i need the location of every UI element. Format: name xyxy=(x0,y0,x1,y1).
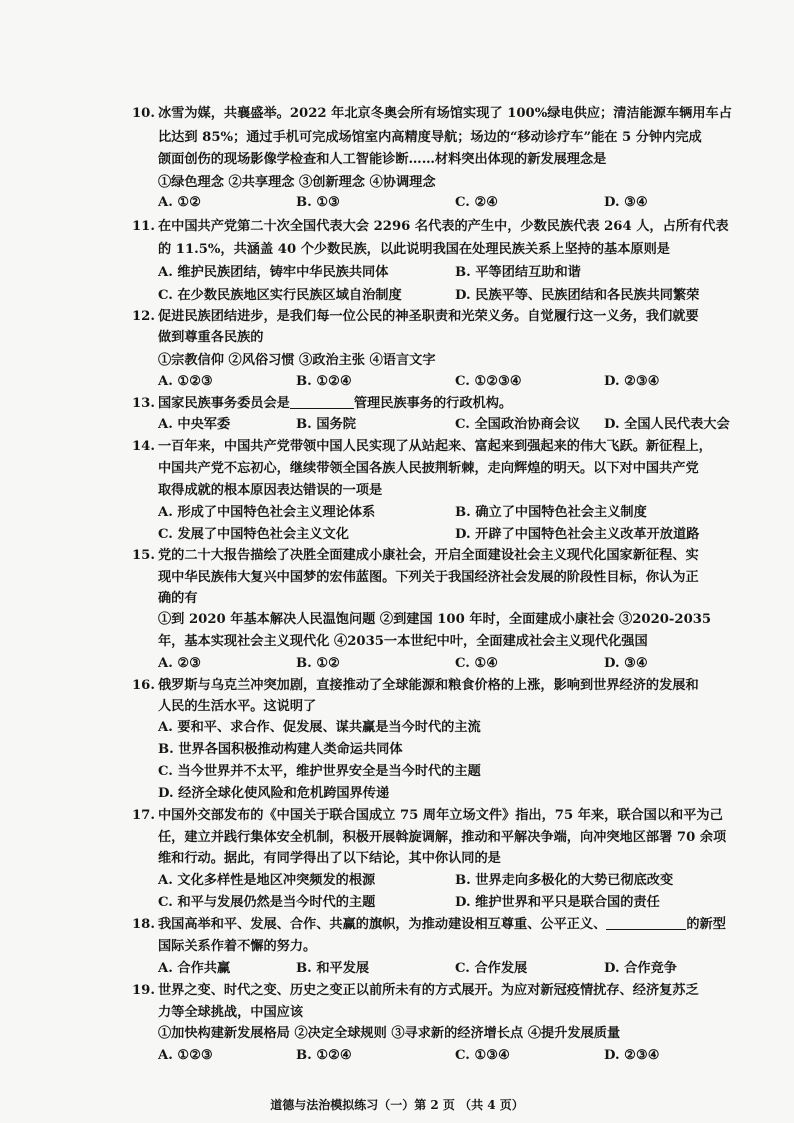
option-b: B. ①② xyxy=(296,656,340,671)
stem-after-blank: 的新型 xyxy=(686,917,726,932)
question-stem-line xyxy=(158,915,726,935)
option-a: A. ①② xyxy=(158,195,202,210)
option-c: C. 发展了中国特色社会主义文化 xyxy=(158,527,349,542)
stem-after-blank: 管理民族事务的行政机构。 xyxy=(353,396,513,411)
option-c: C. ①③④ xyxy=(455,1048,510,1063)
option-a: A. 形成了中国特色社会主义理论体系 xyxy=(158,505,376,520)
question-number: 19. xyxy=(132,983,155,998)
question-stem-line: 中国共产党不忘初心，继续带领全国各族人民披荆斩棘，走向辉煌的明天。以下对中国共产党 xyxy=(158,461,699,476)
option-b: B. ①②④ xyxy=(296,1048,352,1063)
option-b: B. 国务院 xyxy=(296,417,356,432)
option-c: C. 和平与发展仍然是当今时代的主题 xyxy=(158,895,376,910)
option-b: B. 世界走向多极化的大势已彻底改变 xyxy=(455,873,674,888)
statement-list: 年，基本实现社会主义现代化 ④2035一本世纪中叶，全面建成社会主义现代化强国 xyxy=(158,634,648,649)
option-a: A. 合作共赢 xyxy=(158,961,231,976)
option-c: C. 在少数民族地区实行民族区域自治制度 xyxy=(158,288,402,303)
option-d: D. ②③④ xyxy=(604,1048,660,1063)
statement-list: ①绿色理念 ②共享理念 ③创新理念 ④协调理念 xyxy=(158,175,436,190)
option-b: B. 平等团结互助和谐 xyxy=(455,265,581,280)
option-a: A. ①②③ xyxy=(158,374,213,389)
option-d: D. 维护世界和平只是联合国的责任 xyxy=(455,895,660,910)
question-stem-line: 国际关系作着不懈的努力。 xyxy=(158,939,317,954)
option-d: D. ③④ xyxy=(604,656,648,671)
question-number: 10. xyxy=(132,106,155,121)
option-b: B. 和平发展 xyxy=(296,961,370,976)
option-d: D. ③④ xyxy=(604,195,648,210)
option-d: D. 开辟了中国特色社会主义改革开放道路 xyxy=(455,527,700,542)
option-a: A. 中央军委 xyxy=(158,417,231,432)
answer-blank xyxy=(606,915,686,930)
question-number: 14. xyxy=(132,439,155,454)
question-stem-line: 任，建立并践行集体安全机制，积极开展斡旋调解，推动和平解决争端，向冲突地区部署 70 余项 xyxy=(158,830,727,845)
question-stem-line: 促进民族团结进步，是我们每一位公民的神圣职责和光荣义务。自觉履行这一义务，我们就要 xyxy=(158,309,699,324)
question-stem-line: 冰雪为媒，共襄盛举。2022 年北京冬奥会所有场馆实现了 100%绿电供应；清洁能源车辆用车占 xyxy=(158,106,732,121)
question-stem-line: 力等全球挑战，中国应该 xyxy=(158,1005,304,1020)
question-stem-line: 的 11.5%，共涵盖 40 个少数民族，以此说明我国在处理民族关系上坚持的基本原则是 xyxy=(158,242,670,257)
question-stem-line: 世界之变、时代之变、历史之变正以前所未有的方式展开。为应对新冠疫情扰存、经济复苏乏 xyxy=(158,983,699,998)
option-d: D. 经济全球化使风险和危机跨国界传递 xyxy=(158,786,390,801)
option-c: C. 当今世界并不太平，维护世界安全是当今时代的主题 xyxy=(158,764,481,779)
question-stem-line: 取得成就的根本原因表达错误的一项是 xyxy=(158,483,383,498)
option-b: B. 世界各国积极推动构建人类命运共同体 xyxy=(158,742,403,757)
question-number: 18. xyxy=(132,917,155,932)
option-d: D. 民族平等、民族团结和各民族共同繁荣 xyxy=(455,288,700,303)
option-c: C. 合作发展 xyxy=(455,961,528,976)
question-number: 12. xyxy=(132,309,155,324)
statement-list: ①加快构建新发展格局 ②决定全球规则 ③寻求新的经济增长点 ④提升发展质量 xyxy=(158,1026,621,1041)
option-c: C. ①④ xyxy=(455,656,499,671)
question-stem-line: 比达到 85%；通过手机可完成场馆室内高精度导航；场边的“移动诊疗车”能在 5 分钟内完成 xyxy=(158,130,702,145)
option-b: B. ①③ xyxy=(296,195,340,210)
question-stem-line: 人民的生活水平。这说明了 xyxy=(158,699,317,714)
option-a: A. 文化多样性是地区冲突频发的根源 xyxy=(158,873,376,888)
question-stem-line: 一百年来，中国共产党带领中国人民实现了从站起来、富起来到强起来的伟大飞跃。新征程上， xyxy=(158,439,712,454)
question-stem-line: 维和行动。据此，有同学得出了以下结论，其中你认同的是 xyxy=(158,851,501,866)
question-stem-line: 做到尊重各民族的 xyxy=(158,330,264,345)
statement-list: ①宗教信仰 ②风俗习惯 ③政治主张 ④语言文字 xyxy=(158,353,436,368)
option-c: C. ②④ xyxy=(455,195,499,210)
question-stem-line xyxy=(158,394,512,414)
stem-before-blank: 国家民族事务委员会是 xyxy=(158,396,290,411)
option-a: A. 维护民族团结，铸牢中华民族共同体 xyxy=(158,265,389,280)
question-number: 11. xyxy=(132,219,155,234)
question-number: 16. xyxy=(132,678,155,693)
option-c: C. ①②③④ xyxy=(455,374,522,389)
option-d: D. ②③④ xyxy=(604,374,660,389)
option-d: D. 合作竞争 xyxy=(604,961,677,976)
question-stem-line: 在中国共产党第二十次全国代表大会 2296 名代表的产生中，少数民族代表 264 人，占所有代表 xyxy=(158,219,729,234)
stem-before-blank: 我国高举和平、发展、合作、共赢的旗帜，为推动建设相互尊重、公平正义、 xyxy=(158,917,607,932)
question-stem-line: 现中华民族伟大复兴中国梦的宏伟蓝图。下列关于我国经济社会发展的阶段性目标，你认为正 xyxy=(158,570,699,585)
question-number: 15. xyxy=(132,548,155,563)
question-stem-line: 俄罗斯与乌克兰冲突加剧，直接推动了全球能源和粮食价格的上涨，影响到世界经济的发展和 xyxy=(158,678,699,693)
question-number: 17. xyxy=(132,808,155,823)
answer-blank xyxy=(290,394,354,409)
statement-list: ①到 2020 年基本解决人民温饱问题 ②到建国 100 年时，全面建成小康社会 ③2020-2035 xyxy=(158,612,712,627)
question-number: 13. xyxy=(132,396,155,411)
option-b: B. 确立了中国特色社会主义制度 xyxy=(455,505,647,520)
option-a: A. 要和平、求合作、促发展、谋共赢是当今时代的主流 xyxy=(158,720,481,735)
option-a: A. ②③ xyxy=(158,656,202,671)
question-stem-line: 中国外交部发布的《中国关于联合国成立 75 周年立场文件》指出，75 年来，联合国以和平为己 xyxy=(158,808,723,823)
option-a: A. ①②③ xyxy=(158,1048,213,1063)
question-stem-line: 确的有 xyxy=(158,591,198,606)
option-d: D. 全国人民代表大会 xyxy=(604,417,730,432)
question-stem-line: 颌面创伤的现场影像学检查和人工智能诊断……材料突出体现的新发展理念是 xyxy=(158,152,607,167)
question-stem-line: 党的二十大报告描绘了决胜全面建成小康社会，开启全面建设社会主义现代化国家新征程、实 xyxy=(158,548,699,563)
option-b: B. ①②④ xyxy=(296,374,352,389)
option-c: C. 全国政治协商会议 xyxy=(455,417,580,432)
page-footer: 道德与法治模拟练习（一）第 2 页 （共 4 页） xyxy=(270,1098,524,1112)
